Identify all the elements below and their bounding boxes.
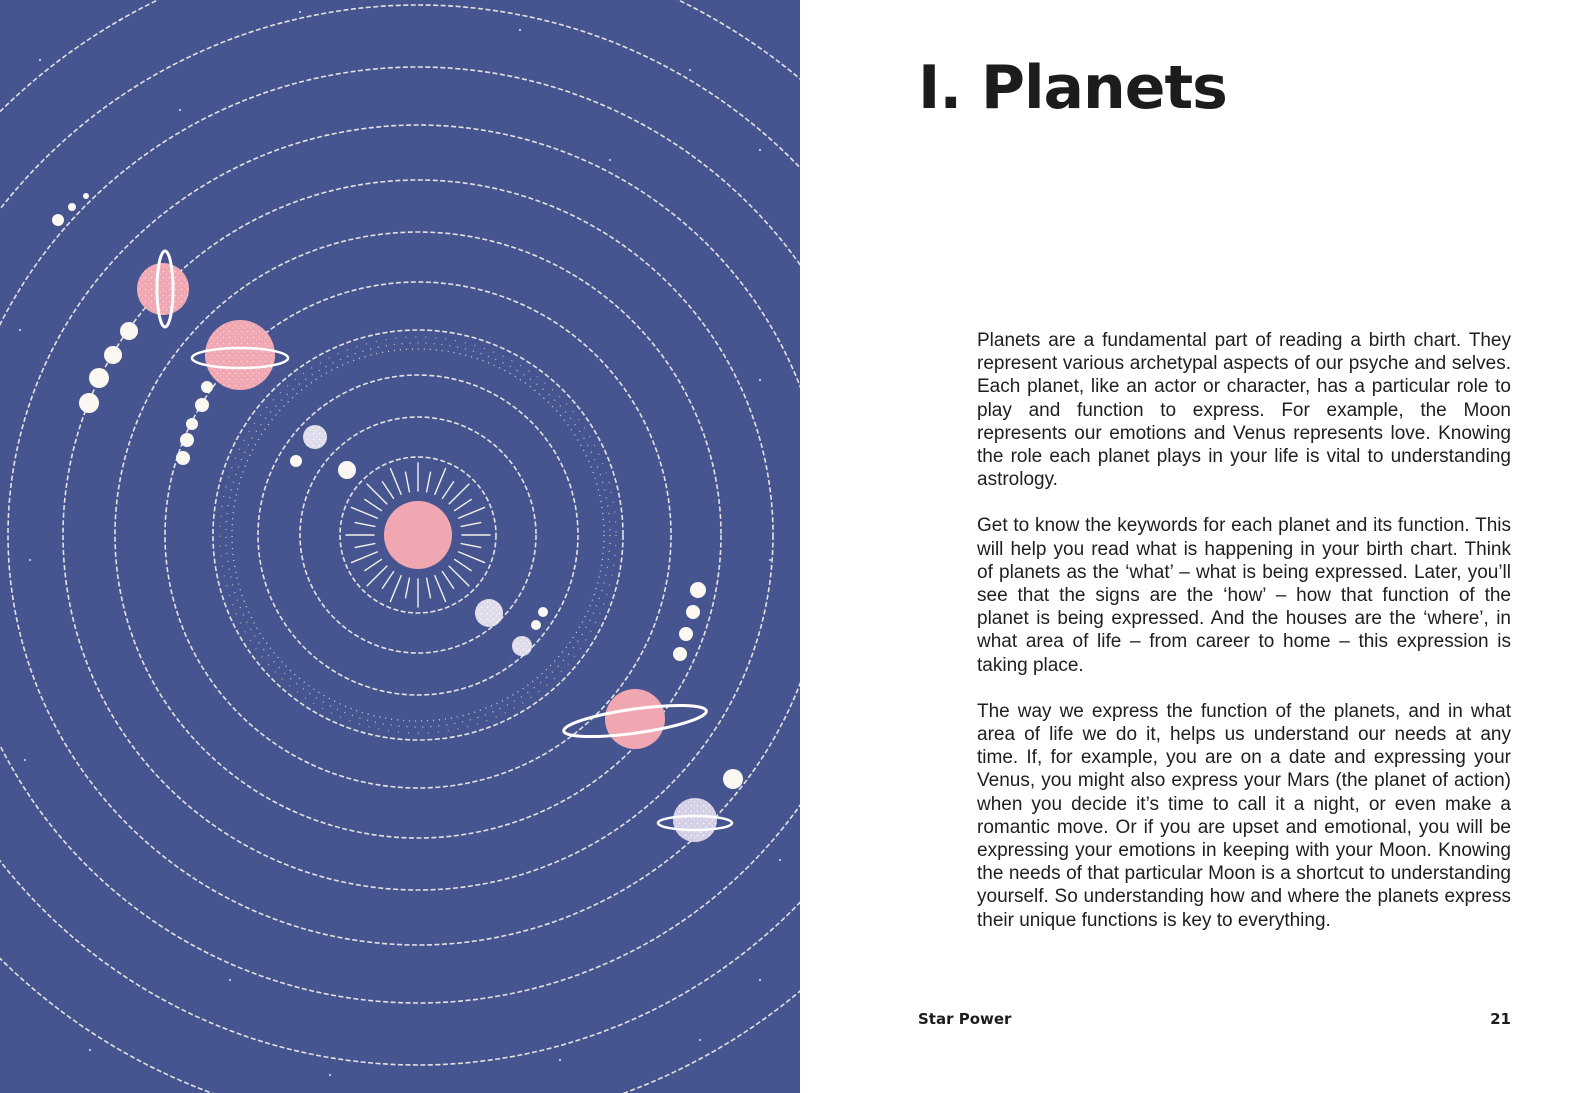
moon (180, 433, 194, 447)
star (19, 329, 21, 331)
moon (690, 582, 706, 598)
sun-ray (390, 468, 401, 494)
moon (673, 647, 687, 661)
sun-ray (427, 472, 431, 492)
sun (346, 463, 490, 607)
sun-ray (351, 552, 377, 563)
ringed-planet-upper (137, 251, 189, 327)
speckled-planet-texture (303, 425, 327, 449)
paragraph-2: Get to know the keywords for each planet and its function. This will help you read what is happening in your birth chart. Think of planets as the ‘what’ – what is being expressed. Later, you’ll see that the signs are the ‘how’ – how that function of the planet is being expressed. And the houses are the ‘where’, in what area of life – from career to home – this expression is taking place. (977, 515, 1511, 676)
saturn-planet (192, 320, 288, 390)
paragraph-3: The way we express the function of the planets, and in what area of life we do it, helps us understand our needs at any time. If, for example, you are on a date and expressing your Venus, you might also express your Mars (the planet of action) when you decide it’s time to call it a night, or even make a romantic move. Or if you are upset and emotional, you will be expressing your emotions in keeping with your Moon. Knowing the needs of that particular Moon is a shortcut to understanding yourself. So understanding how and where the planets express their unique functions is key to everything. (977, 700, 1511, 931)
sun-ray (442, 572, 453, 589)
moon (79, 393, 99, 413)
moon (186, 418, 198, 430)
sun-ray (406, 578, 410, 598)
sun-ray (435, 468, 446, 494)
star (24, 759, 26, 761)
sun-ray (461, 523, 481, 527)
speckled-planet-texture (475, 599, 503, 627)
moon (686, 605, 700, 619)
moon (83, 193, 89, 199)
star (519, 29, 521, 31)
star (89, 1049, 91, 1051)
sun-ray (367, 484, 387, 504)
ringed-planet-lower (562, 689, 708, 749)
star (559, 1059, 561, 1061)
sun-ray (461, 544, 481, 548)
sun-ray (459, 507, 485, 518)
star (609, 159, 611, 161)
paragraph-1: Planets are a fundamental part of reading a birth chart. They represent various archetypal aspects of our psyche and selves. Each planet, like an actor or character, has a particular role to play and function to express. For example, the Moon represents our emotions and Venus represents love. Knowing the role each planet plays in your life is vital to understanding astrology. (977, 330, 1511, 491)
sun-ray (390, 576, 401, 602)
sun-ray (351, 507, 377, 518)
sun-ray (449, 484, 469, 504)
star (769, 559, 771, 561)
moon (68, 203, 76, 211)
sun-ray (365, 499, 382, 510)
page-number: 21 (1490, 1010, 1511, 1028)
sun-ray (355, 523, 375, 527)
body-text (977, 329, 1511, 955)
star (39, 59, 41, 61)
speckled-ringed-texture (673, 798, 717, 842)
sun-ray (382, 572, 393, 589)
moon (679, 627, 693, 641)
sun-ray (367, 566, 387, 586)
star (759, 979, 761, 981)
star (299, 11, 301, 13)
chapter-title: I. Planets (918, 53, 1227, 123)
moon (201, 381, 213, 393)
sun-ray (427, 578, 431, 598)
moon (538, 607, 548, 617)
sun-ray (382, 482, 393, 499)
star (29, 559, 31, 561)
sun-ray (355, 544, 375, 548)
moon (531, 620, 541, 630)
sun-ray (455, 499, 472, 510)
running-footer-title: Star Power (918, 1010, 1012, 1028)
sun-ray (442, 482, 453, 499)
sun-ray (459, 552, 485, 563)
moon (89, 368, 109, 388)
moon (290, 455, 302, 467)
moon (338, 461, 356, 479)
saturn-texture (205, 320, 275, 390)
sun-disc (384, 501, 452, 569)
star (779, 859, 781, 861)
sun-ray (449, 566, 469, 586)
star (699, 1039, 701, 1041)
sun-ray (455, 559, 472, 570)
moon (195, 398, 209, 412)
moon (176, 451, 190, 465)
star (179, 109, 181, 111)
ringed-planet-lower-body (605, 689, 665, 749)
sun-ray (435, 576, 446, 602)
star (229, 979, 231, 981)
star (759, 149, 761, 151)
moon (723, 769, 743, 789)
ringed-planet-upper-texture (137, 263, 189, 315)
star (329, 1074, 331, 1076)
text-page (800, 0, 1595, 1093)
speckled-planet-texture (512, 636, 532, 656)
sun-ray (365, 559, 382, 570)
moon (104, 346, 122, 364)
moon (52, 214, 64, 226)
star (689, 69, 691, 71)
moon (120, 322, 138, 340)
sun-ray (406, 472, 410, 492)
star (759, 379, 761, 381)
speckled-ringed-planet (658, 798, 732, 842)
